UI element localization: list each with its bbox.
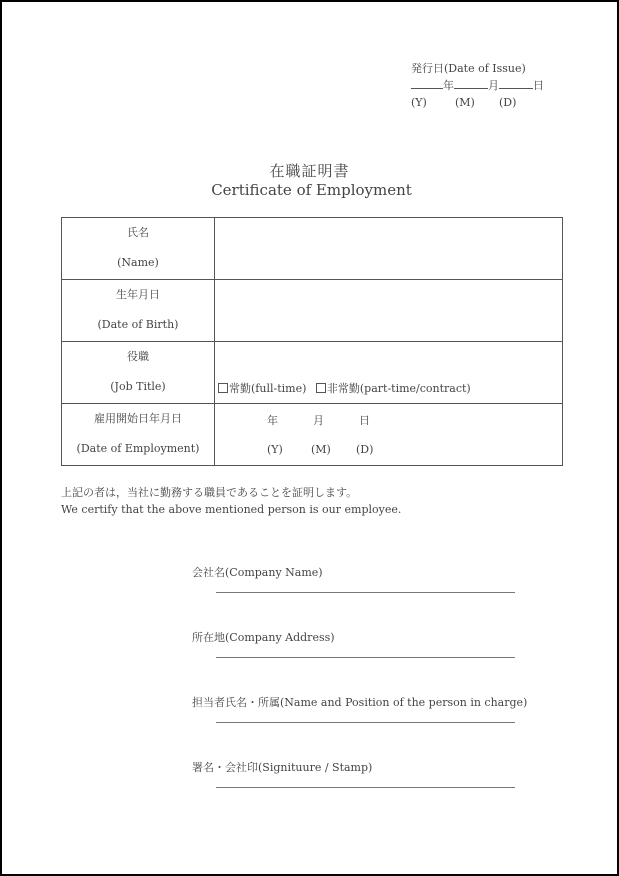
title-english: Certificate of Employment: [211, 181, 412, 199]
person-in-charge-line[interactable]: [216, 722, 515, 723]
employee-info-table: [61, 217, 563, 466]
certification-statement: [61, 484, 401, 518]
employment-label-cell: [62, 404, 215, 466]
issue-month-unit: 月: [488, 79, 499, 92]
stamp-line[interactable]: [216, 787, 515, 788]
issue-day-blank[interactable]: [499, 77, 533, 89]
company-name-label: 会社名(Company Name): [192, 566, 323, 579]
birth-field[interactable]: [215, 280, 563, 342]
part-time-checkbox[interactable]: [316, 383, 326, 393]
name-field[interactable]: [215, 218, 563, 280]
part-time-label: 非常勤(part-time/contract): [326, 382, 471, 395]
table-row-job: [62, 342, 563, 404]
employment-m-label: (M): [311, 443, 331, 456]
employment-label-en: (Date of Employment): [76, 442, 200, 455]
employment-month-unit: 月: [313, 414, 324, 427]
issue-date-fields: [411, 77, 544, 94]
company-address-line[interactable]: [216, 657, 515, 658]
employment-d-label: (D): [356, 443, 374, 456]
statement-en: We certify that the above mentioned person is our employee.: [61, 503, 402, 516]
job-field: [215, 342, 563, 404]
issue-day-unit: 日: [533, 79, 544, 92]
name-label-cell: [62, 218, 215, 280]
issue-y-label: (Y): [411, 96, 427, 109]
birth-label-cell: [62, 280, 215, 342]
table-row-name: [62, 218, 563, 280]
employment-year-unit: 年: [267, 414, 278, 427]
issue-year-blank[interactable]: [411, 77, 443, 89]
name-label-en: (Name): [117, 256, 159, 269]
name-label-jp: 氏名: [127, 226, 149, 239]
statement-jp: 上記の者は，当社に勤務する職員であることを証明します。: [61, 486, 358, 499]
issue-month-blank[interactable]: [454, 77, 488, 89]
issue-m-label: (M): [455, 96, 475, 109]
company-address-label: 所在地(Company Address): [192, 631, 335, 644]
stamp-label: 署名・会社印(Signituure / Stamp): [192, 761, 373, 774]
issue-date-block: [411, 60, 544, 111]
table-row-employment: [62, 404, 563, 466]
employment-y-label: (Y): [267, 443, 283, 456]
birth-label-jp: 生年月日: [116, 288, 160, 301]
birth-label-en: (Date of Birth): [97, 318, 179, 331]
title-japanese: 在職証明書: [269, 162, 350, 180]
job-label-en: (Job Title): [110, 380, 166, 393]
job-label-cell: [62, 342, 215, 404]
issue-date-label: 発行日(Date of Issue): [411, 62, 526, 75]
employment-day-unit: 日: [359, 414, 370, 427]
full-time-checkbox[interactable]: [218, 383, 228, 393]
company-name-line[interactable]: [216, 592, 515, 593]
job-type-options: [218, 380, 471, 396]
table-row-birth: [62, 280, 563, 342]
full-time-label: 常勤(full-time): [229, 382, 307, 395]
job-label-jp: 役職: [127, 350, 149, 363]
issue-ymd-labels: [411, 94, 544, 111]
person-in-charge-label: 担当者氏名・所属(Name and Position of the person in charge): [192, 696, 528, 709]
issue-d-label: (D): [499, 96, 517, 109]
employment-label-jp: 雇用開始日年月日: [94, 412, 182, 425]
employment-date-field[interactable]: [215, 404, 563, 466]
issue-year-unit: 年: [443, 79, 454, 92]
